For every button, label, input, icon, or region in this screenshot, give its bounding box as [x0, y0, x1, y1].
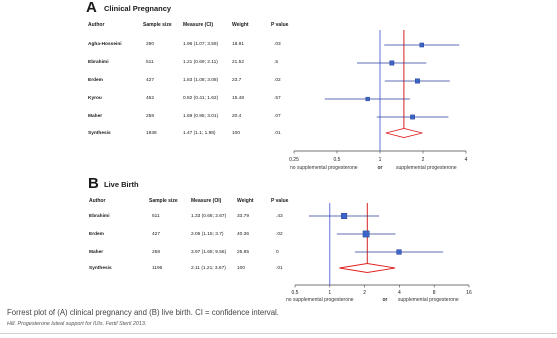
bottom-divider	[0, 333, 557, 334]
favours-or-label: or	[377, 165, 383, 171]
sample-size-cell: 452	[146, 96, 155, 101]
panel-title-a: Clinical Pregnancy	[104, 4, 172, 13]
header-measure-b: Measure (OI)	[191, 198, 222, 204]
favours-or-label: or	[382, 297, 388, 303]
header-sample-size-a: Sample size	[143, 22, 172, 28]
x-tick-label: 2	[421, 157, 425, 163]
header-weight-a: Weight	[232, 22, 249, 28]
sample-size-cell: 511	[152, 214, 160, 219]
measure-cell: 3.97 (1.65; 9.56)	[191, 250, 227, 255]
weight-cell: 40.36	[237, 232, 250, 237]
study-estimate-marker	[397, 250, 402, 255]
weight-cell: 33.79	[237, 214, 250, 219]
x-tick-label: 0.5	[333, 157, 341, 163]
weight-cell: 100	[232, 131, 241, 136]
author-cell: Maher	[88, 114, 103, 119]
p-value-cell: .07	[274, 114, 281, 119]
study-estimate-marker	[363, 231, 369, 237]
favours-right-label: supplemental progesterone	[396, 165, 457, 171]
author-cell: Agha-Hosseini	[88, 42, 122, 47]
header-author-b: Author	[89, 198, 106, 204]
x-tick-label: 4	[398, 290, 401, 296]
weight-cell: 18.91	[232, 42, 245, 47]
sample-size-cell: 511	[146, 60, 154, 65]
sample-size-cell: 290	[146, 42, 155, 47]
header-weight-b: Weight	[237, 198, 254, 204]
p-value-cell: .02	[276, 232, 283, 237]
figure-caption: Forrest plot of (A) clinical pregnancy and (B) live birth. CI = confidence interval.	[7, 308, 279, 317]
favours-left-label: no supplemental progesterone	[286, 297, 354, 303]
sample-size-cell: 1938	[146, 131, 157, 136]
header-sample-size-b: Sample size	[149, 198, 178, 204]
x-tick-label: 1	[328, 290, 332, 296]
measure-cell: 2.11 (1.21; 3.67)	[191, 266, 226, 271]
p-value-cell: .43	[276, 214, 283, 219]
weight-cell: 20.4	[232, 114, 242, 119]
p-value-cell: .02	[274, 78, 281, 83]
measure-cell: 1.47 (1.1; 1.98)	[183, 131, 216, 136]
weight-cell: 21.52	[232, 60, 245, 65]
favours-right-label: supplemental progesterone	[398, 297, 459, 303]
panel-letter-a: A	[86, 0, 97, 16]
figure-source: Hill. Progesterone luteal support for IUIs. Fertil Steril 2013.	[7, 321, 147, 327]
measure-cell: 1.69 (0.95; 3.01)	[183, 114, 219, 119]
author-cell: Erdem	[89, 232, 104, 237]
p-value-cell: .57	[274, 96, 281, 101]
x-tick-label: 8	[432, 290, 436, 296]
header-author-a: Author	[88, 22, 105, 28]
study-estimate-marker	[341, 213, 347, 219]
favours-left-label: no supplemental progesterone	[290, 165, 358, 171]
weight-cell: 25.85	[237, 250, 250, 255]
x-tick-label: 4	[464, 157, 468, 163]
measure-cell: 1.83 (1.08; 3.08)	[183, 78, 219, 83]
panel-title-b: Live Birth	[104, 180, 139, 189]
panel-letter-b: B	[88, 175, 99, 192]
sample-size-cell: 427	[146, 78, 155, 83]
header-measure-a: Measure (CI)	[183, 22, 214, 28]
p-value-cell: .01	[274, 131, 281, 136]
sample-size-cell: 1196	[152, 266, 163, 271]
study-estimate-marker	[366, 97, 370, 101]
x-tick-label: 0.5	[291, 290, 299, 296]
x-tick-label: 16	[466, 290, 472, 296]
header-p-value-a: P value	[271, 22, 289, 28]
p-value-cell: .5	[274, 60, 279, 65]
author-cell: Maher	[89, 250, 104, 255]
author-cell: Ebrahimi	[89, 214, 110, 219]
p-value-cell: 0	[276, 250, 279, 255]
study-estimate-marker	[390, 61, 394, 65]
author-cell: Ebrahimi	[88, 60, 109, 65]
synthesis-diamond	[339, 264, 395, 273]
weight-cell: 15.48	[232, 96, 245, 101]
study-estimate-marker	[420, 43, 424, 47]
study-estimate-marker	[410, 115, 414, 119]
p-value-cell: .03	[274, 42, 281, 47]
measure-cell: 2.06 (1.15; 3.7)	[191, 232, 224, 237]
author-cell: Erdem	[88, 78, 103, 83]
weight-cell: 23.7	[232, 78, 242, 83]
measure-cell: 1.21 (0.69; 2.11)	[183, 60, 218, 65]
header-p-value-b: P value	[271, 198, 289, 204]
x-tick-label: 1	[378, 157, 382, 163]
measure-cell: 1.96 (1.07; 3.59)	[183, 42, 219, 47]
synthesis-diamond	[386, 129, 422, 138]
sample-size-cell: 258	[146, 114, 155, 119]
p-value-cell: .01	[276, 266, 283, 271]
measure-cell: 1.33 (0.66; 2.67)	[191, 214, 227, 219]
author-cell: Synthesis	[88, 131, 111, 136]
sample-size-cell: 427	[152, 232, 161, 237]
x-tick-label: 0.25	[289, 157, 299, 163]
author-cell: Synthesis	[89, 266, 112, 271]
x-tick-label: 2	[363, 290, 366, 296]
study-estimate-marker	[415, 79, 420, 84]
sample-size-cell: 258	[152, 250, 161, 255]
measure-cell: 0.82 (0.41; 1.62)	[183, 96, 219, 101]
author-cell: Kyrou	[88, 96, 102, 101]
weight-cell: 100	[237, 266, 246, 271]
